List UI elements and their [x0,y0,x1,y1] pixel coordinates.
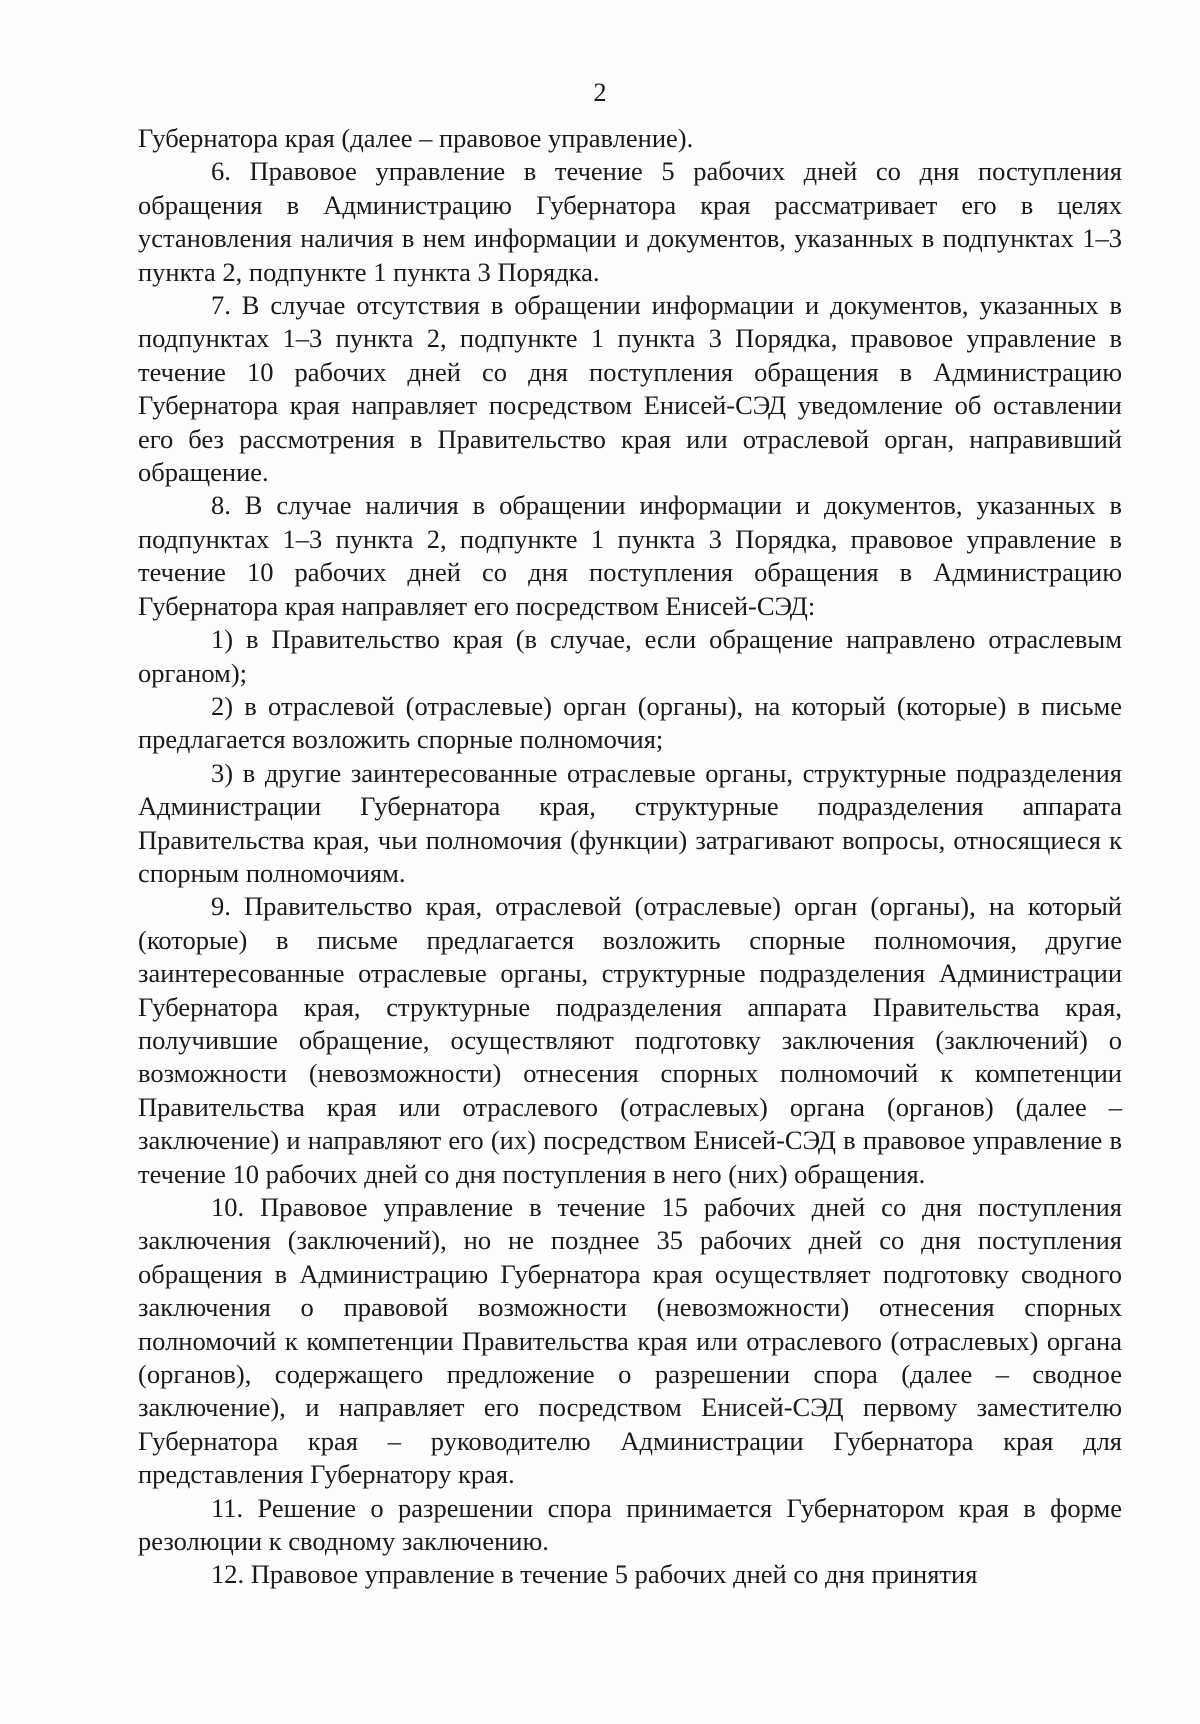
paragraph-item-9: 9. Правительство края, отраслевой (отраслевые) орган (органы), на который (которые) в письме предлагается возложить спорные полномочия, другие заинтересованные отраслевые органы, структурные подразделения Администрации Губернатора края, структурные подразделения аппарата Правительства края, получившие обращение, осуществляют подготовку заключения (заключений) о возможности (невозможности) отнесения спорных полномочий к компетенции Правительства края или отраслевого (отраслевых) органа (органов) (далее – заключение) и направляют его (их) посредством Енисей-СЭД в правовое управление в течение 10 рабочих дней со дня поступления в него (них) обращения. [138,891,1122,1189]
paragraph-subitem-3: 3) в другие заинтересованные отраслевые органы, структурные подразделения Администрации Губернатора края, структурные подразделения аппарата Правительства края, чьи полномочия (функции) затрагивают вопросы, относящиеся к спорным полномочиям. [138,757,1122,888]
paragraph-item-7: 7. В случае отсутствия в обращении информации и документов, указанных в подпунктах 1–3 пункта 2, подпункте 1 пункта 3 Порядка, правовое управление в течение 10 рабочих дней со дня поступления обращения в Администрацию Губернатора края направляет посредством Енисей-СЭД уведомление об оставлении его без рассмотрения в Правительство края или отраслевой орган, направивший обращение. [138,290,1122,488]
paragraph-item-10: 10. Правовое управление в течение 15 рабочих дней со дня поступления заключения (заключений), но не позднее 35 рабочих дней со дня поступления обращения в Администрацию Губернатора края осуществляет подготовку сводного заключения о правовой возможности (невозможности) отнесения спорных полномочий к компетенции Правительства края или отраслевого (отраслевых) органа (органов), содержащего предложение о разрешении спора (далее – сводное заключение), и направляет его посредством Енисей-СЭД первому заместителю Губернатора края – руководителю Администрации Губернатора края для представления Губернатору края. [138,1192,1122,1490]
paragraph-subitem-1: 1) в Правительство края (в случае, если обращение направлено отраслевым органом); [138,624,1122,688]
paragraph-item-11: 11. Решение о разрешении спора принимается Губернатором края в форме резолюции к сводному заключению. [138,1492,1122,1557]
paragraph-item-12: 12. Правовое управление в течение 5 рабочих дней со дня принятия [211,1559,978,1590]
document-body [138,122,1122,1592]
paragraph-continuation: Губернатора края (далее – правовое управление). [138,123,694,153]
paragraph-item-8: 8. В случае наличия в обращении информации и документов, указанных в подпунктах 1–3 пункта 2, подпункте 1 пункта 3 Порядка, правовое управление в течение 10 рабочих дней со дня поступления обращения в Администрацию Губернатора края направляет его посредством Енисей-СЭД: [138,490,1122,621]
paragraph-subitem-2: 2) в отраслевой (отраслевые) орган (органы), на который (которые) в письме предлагается возложить спорные полномочия; [138,690,1122,755]
paragraph-item-6: 6. Правовое управление в течение 5 рабочих дней со дня поступления обращения в Администрацию Губернатора края рассматривает его в целях установления наличия в нем информации и документов, указанных в подпунктах 1–3 пункта 2, подпункте 1 пункта 3 Порядка. [138,156,1122,287]
page-number: 2 [593,78,607,107]
